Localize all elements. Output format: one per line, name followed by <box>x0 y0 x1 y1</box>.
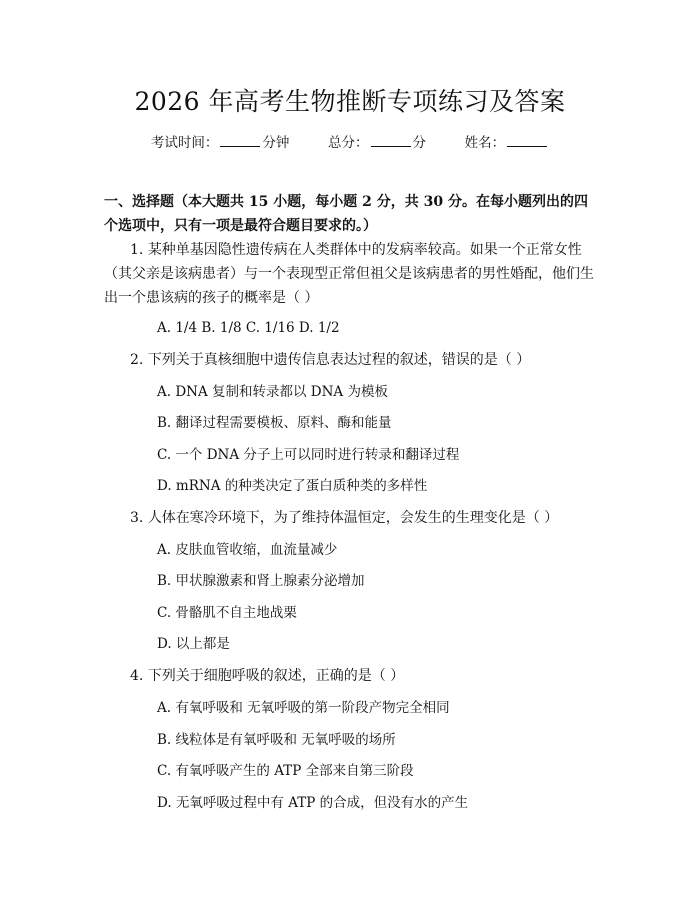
exam-info-line <box>0 131 700 151</box>
question-stem: 某种单基因隐性遗传病在人类群体中的发病率较高。如果一个正常女性（其父亲是该病患者）与一个表现型正常但祖父是该病患者的男性婚配，他们生出一个患该病的孩子的概率是（ ） <box>104 242 594 306</box>
question-stem: 下列关于细胞呼吸的叙述，正确的是（ ） <box>147 668 405 684</box>
name-label: 姓名： <box>464 135 506 151</box>
question-stem: 下列关于真核细胞中遗传信息表达过程的叙述，错误的是（ ） <box>147 352 531 368</box>
page-title: 2026 年高考生物推断专项练习及答案 <box>134 87 566 116</box>
time-blank[interactable] <box>220 133 260 147</box>
option-b: B. 线粒体是有氧呼吸和 无氧呼吸的场所 <box>157 732 396 748</box>
question-2 <box>104 348 604 372</box>
option-a: A. 有氧呼吸和 无氧呼吸的第一阶段产物完全相同 <box>157 700 450 716</box>
name-blank[interactable] <box>507 133 547 147</box>
question-stem: 人体在寒冷环境下，为了维持体温恒定，会发生的生理变化是（ ） <box>147 510 559 526</box>
question-number: 1. <box>130 242 144 258</box>
option-a: A. DNA 复制和转录都以 DNA 为模板 <box>157 384 388 400</box>
option-d: D. 无氧呼吸过程中有 ATP 的合成，但没有水的产生 <box>157 795 469 811</box>
score-label: 总分： <box>328 135 369 151</box>
score-blank[interactable] <box>371 133 411 147</box>
option-d: D. mRNA 的种类决定了蛋白质种类的多样性 <box>157 478 428 494</box>
option-b: B. 翻译过程需要模板、原料、酶和能量 <box>157 415 392 431</box>
question-1-options: A. 1/4 B. 1/8 C. 1/16 D. 1/2 <box>157 320 340 336</box>
time-unit: 分钟 <box>262 135 290 151</box>
section-heading: 一、选择题（本大题共 15 小题，每小题 2 分，共 30 分。在每小题列出的四个选项中，只有一项是最符合题目要求的。） <box>104 194 588 234</box>
question-number: 3. <box>130 510 144 526</box>
question-number: 2. <box>130 352 144 368</box>
question-number: 4. <box>130 668 144 684</box>
option-d: D. 以上都是 <box>157 636 230 652</box>
option-c: C. 一个 DNA 分子上可以同时进行转录和翻译过程 <box>157 447 460 463</box>
time-label: 考试时间： <box>150 135 219 151</box>
score-unit: 分 <box>412 135 426 151</box>
option-a: A. 皮肤血管收缩，血流量减少 <box>157 542 338 558</box>
question-3 <box>104 506 604 530</box>
question-4 <box>104 664 604 688</box>
option-c: C. 有氧呼吸产生的 ATP 全部来自第三阶段 <box>157 763 414 779</box>
option-c: C. 骨骼肌不自主地战栗 <box>157 605 297 621</box>
question-1 <box>104 238 604 310</box>
option-b: B. 甲状腺激素和肾上腺素分泌增加 <box>157 573 365 589</box>
